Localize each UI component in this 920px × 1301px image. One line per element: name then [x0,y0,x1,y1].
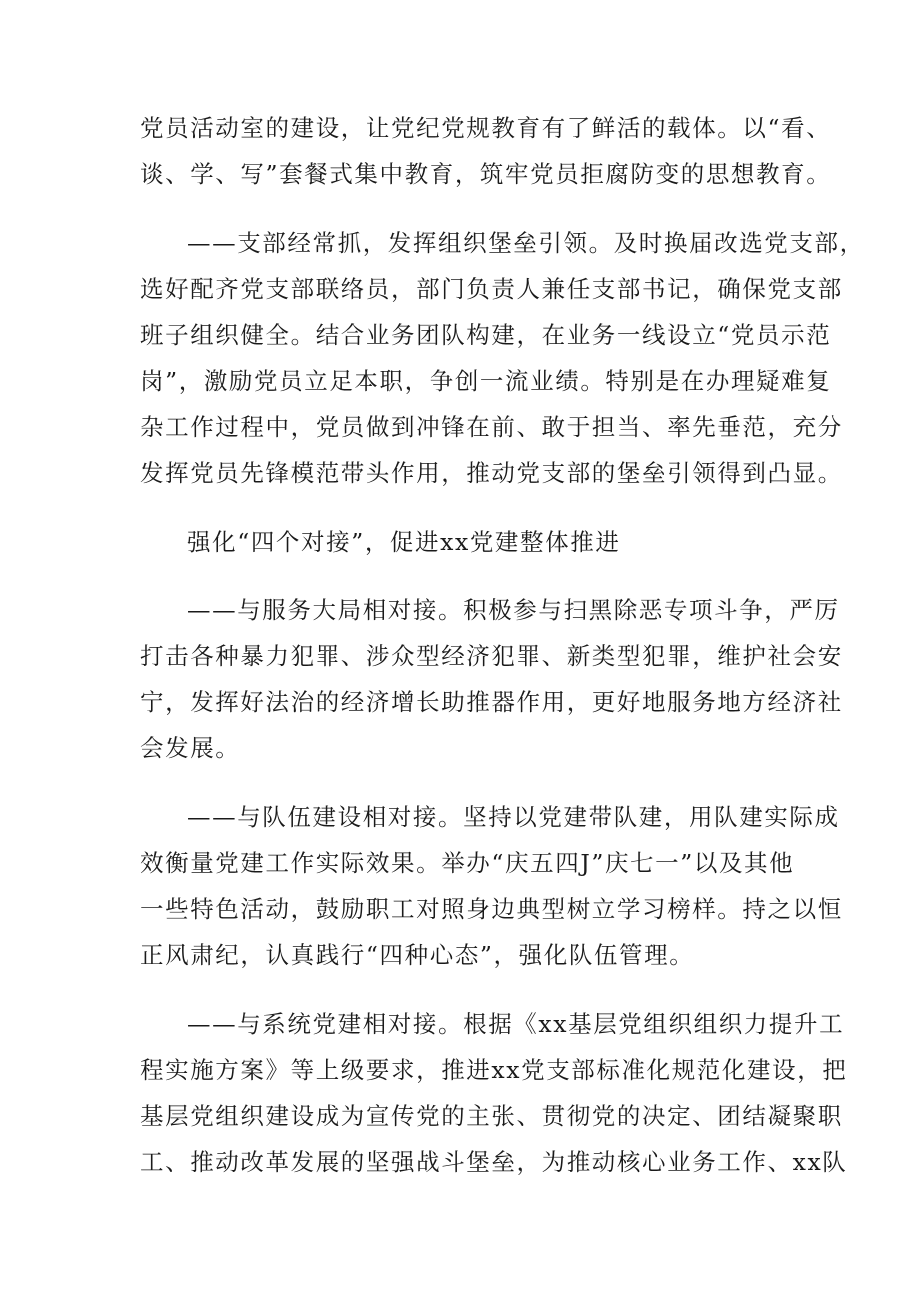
text-line: 打击各种暴力犯罪、涉众型经济犯罪、新类型犯罪，维护社会安 [140,642,843,670]
text-line: 基层党组织建设成为宣传党的主张、贯彻党的决定、团结凝聚职 [140,1102,843,1130]
text-line: 一些特色活动，鼓励职工对照身边典型树立学习榜样。持之以恒 [140,895,843,923]
text-line: 程实施方案》等上级要求，推进xx党支部标准化规范化建设，把 [140,1056,848,1084]
paragraph-party-activity-room [140,105,832,197]
text-line: 岗”，激励党员立足本职，争创一流业绩。特别是在办理疑难复 [140,367,832,395]
paragraph-branch-leadership [140,220,865,496]
text-line: ——与系统党建相对接。根据《xx基层党组织组织力提升工 [187,1010,845,1038]
text-line: 正风肃纪，认真践行“四种心态”，强化队伍管理。 [140,941,695,969]
text-line: 发挥党员先锋模范带头作用，推动党支部的堡垒引领得到凸显。 [140,459,843,487]
text-line: 班子组织健全。结合业务团队构建，在业务一线设立“党员示范 [140,321,832,349]
section-heading: 强化“四个对接”，促进xx党建整体推进 [187,528,621,556]
text-line: 杂工作过程中，党员做到冲锋在前、敢于担当、率先垂范，充分 [140,413,843,441]
text-line: ——与队伍建设相对接。坚持以党建带队建，用队建实际成 [187,803,840,831]
text-line: ——支部经常抓，发挥组织堡垒引领。及时换届改选党支部， [187,229,865,257]
text-line: 谈、学、写”套餐式集中教育，筑牢党员拒腐防变的思想教育。 [140,160,832,188]
paragraph-serve-overall [140,587,843,771]
text-line: 党员活动室的建设，让党纪党规教育有了鲜活的载体。以“看、 [140,114,832,142]
text-line: 工、推动改革发展的坚强战斗堡垒，为推动核心业务工作、xx队 [140,1148,848,1176]
text-line: 效衡量党建工作实际效果。举办“庆五四J”庆七一”以及其他 [140,849,795,877]
paragraph-team-building [140,794,843,978]
text-line: 会发展。 [140,734,241,762]
text-line: 选好配齐党支部联络员，部门负责人兼任支部书记，确保党支部 [140,275,843,303]
text-line: 宁，发挥好法治的经济增长助推器作用，更好地服务地方经济社 [140,688,843,716]
text-line: ——与服务大局相对接。积极参与扫黑除恶专项斗争，严厉 [187,596,840,624]
paragraph-system-party-building [140,1001,848,1185]
section-heading-four-connections [140,519,785,565]
